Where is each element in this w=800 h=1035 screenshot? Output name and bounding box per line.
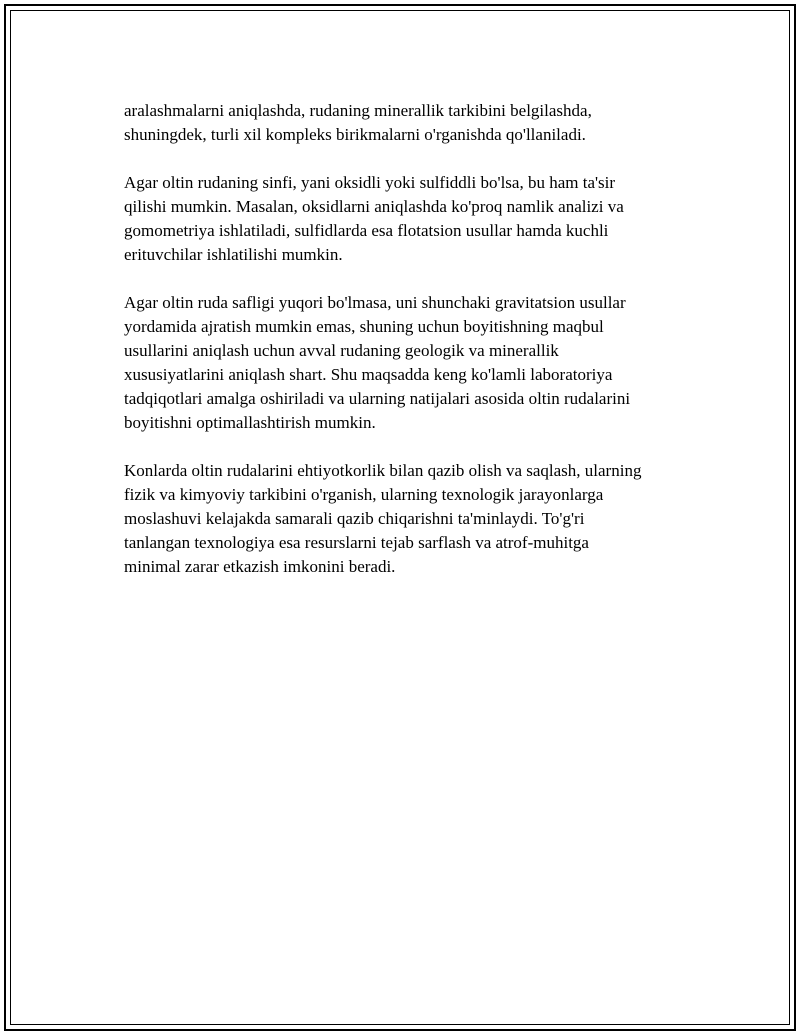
- text-line: minimal zarar etkazish imkonini beradi.: [124, 557, 396, 576]
- text-line: boyitishni optimallashtirish mumkin.: [124, 413, 376, 432]
- page-frame: [4, 4, 796, 1031]
- text-line: gomometriya ishlatiladi, sulfidlarda esa flotatsion usullar hamda kuchli: [124, 221, 609, 240]
- text-line: shuningdek, turli xil kompleks birikmalarni o'rganishda qo'llaniladi.: [124, 125, 586, 144]
- paragraph-1: [124, 99, 704, 147]
- text-line: moslashuvi kelajakda samarali qazib chiqarishni ta'minlaydi. To'g'ri: [124, 509, 585, 528]
- text-line: tanlangan texnologiya esa resurslarni tejab sarflash va atrof-muhitga: [124, 533, 589, 552]
- text-line: Agar oltin rudaning sinfi, yani oksidli yoki sulfiddli bo'lsa, bu ham ta'sir: [124, 173, 616, 192]
- paragraph-3: [124, 291, 704, 435]
- text-line: tadqiqotlari amalga oshiriladi va ularning natijalari asosida oltin rudalarini: [124, 389, 631, 408]
- text-line: fizik va kimyoviy tarkibini o'rganish, ularning texnologik jarayonlarga: [124, 485, 604, 504]
- document-body: [124, 99, 704, 603]
- text-line: Agar oltin ruda safligi yuqori bo'lmasa, uni shunchaki gravitatsion usullar: [124, 293, 626, 312]
- paragraph-2: [124, 171, 704, 267]
- text-line: usullarini aniqlash uchun avval rudaning geologik va minerallik: [124, 341, 559, 360]
- text-line: aralashmalarni aniqlashda, rudaning minerallik tarkibini belgilashda,: [124, 101, 592, 120]
- text-line: yordamida ajratish mumkin emas, shuning uchun boyitishning maqbul: [124, 317, 604, 336]
- text-line: qilishi mumkin. Masalan, oksidlarni aniqlashda ko'proq namlik analizi va: [124, 197, 624, 216]
- text-line: erituvchilar ishlatilishi mumkin.: [124, 245, 343, 264]
- text-line: Konlarda oltin rudalarini ehtiyotkorlik bilan qazib olish va saqlash, ularning: [124, 461, 642, 480]
- text-line: xususiyatlarini aniqlash shart. Shu maqsadda keng ko'lamli laboratoriya: [124, 365, 613, 384]
- paragraph-4: [124, 459, 704, 579]
